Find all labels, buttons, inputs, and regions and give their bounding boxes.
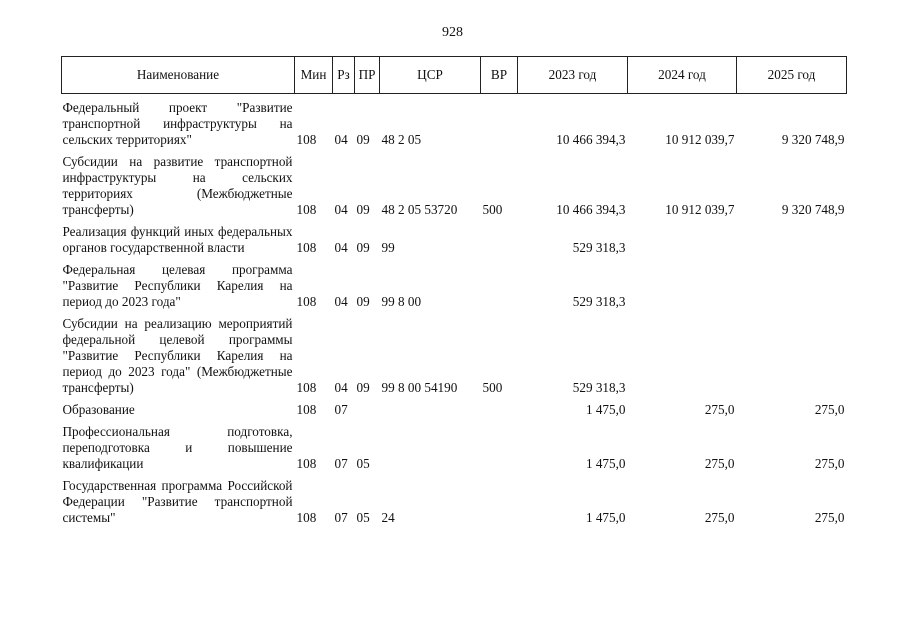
cell-2025 bbox=[737, 316, 847, 396]
table-row bbox=[62, 424, 847, 472]
cell-2023: 1 475,0 bbox=[585, 402, 626, 417]
cell-vr bbox=[481, 402, 518, 418]
cell-min: 108 bbox=[296, 402, 317, 417]
cell-name bbox=[62, 224, 295, 256]
cell-name bbox=[62, 262, 295, 310]
table-row bbox=[62, 224, 847, 256]
cell-2023: 1 475,0 bbox=[585, 456, 626, 471]
cell-2023: 10 466 394,3 bbox=[556, 132, 626, 147]
cell-2025: 275,0 bbox=[814, 456, 845, 471]
cell-name bbox=[62, 154, 295, 218]
cell-min: 108 bbox=[296, 380, 317, 395]
table-row bbox=[62, 154, 847, 218]
cell-rz: 07 bbox=[334, 456, 348, 471]
table-row bbox=[62, 316, 847, 396]
table-header-row bbox=[62, 57, 847, 94]
cell-pr: 09 bbox=[356, 380, 370, 395]
cell-min: 108 bbox=[296, 294, 317, 309]
cell-2023: 10 466 394,3 bbox=[556, 202, 626, 217]
cell-pr: 09 bbox=[356, 240, 370, 255]
cell-csr: 48 2 05 53720 bbox=[381, 202, 458, 217]
page-number: 928 bbox=[442, 25, 463, 40]
cell-2024: 275,0 bbox=[704, 510, 735, 525]
cell-vr: 500 bbox=[482, 202, 503, 217]
row-name-text: Субсидии на реализацию мероприятий федеральной целевой программы "Развитие Республики Карелия на период до 2023 года" (Межбюджетные трансферты) bbox=[62, 316, 293, 395]
cell-pr: 05 bbox=[356, 456, 370, 471]
table-row bbox=[62, 100, 847, 148]
header-pr: ПР bbox=[355, 57, 380, 94]
header-name: Наименование bbox=[62, 57, 295, 94]
cell-pr: 09 bbox=[356, 294, 370, 309]
cell-pr: 09 bbox=[356, 132, 370, 147]
cell-2025: 9 320 748,9 bbox=[781, 202, 845, 217]
cell-vr bbox=[481, 424, 518, 472]
cell-2025: 275,0 bbox=[814, 510, 845, 525]
cell-min: 108 bbox=[296, 510, 317, 525]
header-2024: 2024 год bbox=[628, 57, 737, 94]
cell-2025 bbox=[737, 262, 847, 310]
cell-rz: 04 bbox=[334, 202, 348, 217]
cell-2024: 275,0 bbox=[704, 456, 735, 471]
cell-pr: 05 bbox=[356, 510, 370, 525]
cell-2023: 529 318,3 bbox=[572, 294, 626, 309]
cell-csr bbox=[380, 402, 481, 418]
header-csr: ЦСР bbox=[380, 57, 481, 94]
cell-name bbox=[62, 478, 295, 526]
budget-table bbox=[61, 56, 847, 526]
cell-2023: 529 318,3 bbox=[572, 240, 626, 255]
cell-2024 bbox=[628, 262, 737, 310]
row-name-text: Субсидии на развитие транспортной инфраструктуры на сельских территориях (Межбюджетные трансферты) bbox=[62, 154, 293, 217]
table-row bbox=[62, 478, 847, 526]
cell-vr bbox=[481, 262, 518, 310]
cell-2024: 10 912 039,7 bbox=[665, 132, 735, 147]
cell-rz: 07 bbox=[334, 510, 348, 525]
cell-rz: 04 bbox=[334, 380, 348, 395]
cell-rz: 07 bbox=[334, 402, 348, 417]
cell-csr: 99 8 00 bbox=[381, 294, 422, 309]
header-rz: Рз bbox=[333, 57, 355, 94]
header-vr: ВР bbox=[481, 57, 518, 94]
cell-rz: 04 bbox=[334, 240, 348, 255]
row-name-text: Федеральная целевая программа "Развитие Республики Карелия на период до 2023 года" bbox=[62, 262, 293, 309]
cell-name bbox=[62, 424, 295, 472]
table-row bbox=[62, 402, 847, 418]
cell-csr: 48 2 05 bbox=[381, 132, 422, 147]
cell-vr bbox=[481, 100, 518, 148]
cell-vr bbox=[481, 478, 518, 526]
cell-2025: 9 320 748,9 bbox=[781, 132, 845, 147]
table-body bbox=[62, 94, 847, 527]
cell-2025: 275,0 bbox=[814, 402, 845, 417]
row-name-text: Реализация функций иных федеральных органов государственной власти bbox=[62, 224, 293, 255]
cell-2024 bbox=[628, 316, 737, 396]
cell-csr: 99 bbox=[381, 240, 395, 255]
cell-min: 108 bbox=[296, 132, 317, 147]
cell-2023: 529 318,3 bbox=[572, 380, 626, 395]
cell-2024: 10 912 039,7 bbox=[665, 202, 735, 217]
table-row bbox=[62, 262, 847, 310]
cell-csr: 24 bbox=[381, 510, 395, 525]
row-name-text: Образование bbox=[62, 402, 135, 417]
cell-rz: 04 bbox=[334, 132, 348, 147]
cell-2024 bbox=[628, 224, 737, 256]
cell-2024: 275,0 bbox=[704, 402, 735, 417]
row-name-text: Федеральный проект "Развитие транспортной инфраструктуры на сельских территориях" bbox=[62, 100, 293, 147]
row-name-text: Профессиональная подготовка, переподготовка и повышение квалификации bbox=[62, 424, 293, 471]
cell-csr bbox=[380, 424, 481, 472]
cell-rz: 04 bbox=[334, 294, 348, 309]
cell-csr: 99 8 00 54190 bbox=[381, 380, 458, 395]
cell-min: 108 bbox=[296, 240, 317, 255]
cell-min: 108 bbox=[296, 202, 317, 217]
cell-2025 bbox=[737, 224, 847, 256]
header-2025: 2025 год bbox=[737, 57, 847, 94]
cell-name bbox=[62, 100, 295, 148]
cell-pr bbox=[355, 402, 380, 418]
cell-vr bbox=[481, 224, 518, 256]
cell-name bbox=[62, 316, 295, 396]
cell-min: 108 bbox=[296, 456, 317, 471]
cell-2023: 1 475,0 bbox=[585, 510, 626, 525]
cell-name bbox=[62, 402, 295, 418]
row-name-text: Государственная программа Российской Федерации "Развитие транспортной системы" bbox=[62, 478, 293, 525]
header-2023: 2023 год bbox=[518, 57, 628, 94]
header-min: Мин bbox=[295, 57, 333, 94]
cell-vr: 500 bbox=[482, 380, 503, 395]
cell-pr: 09 bbox=[356, 202, 370, 217]
